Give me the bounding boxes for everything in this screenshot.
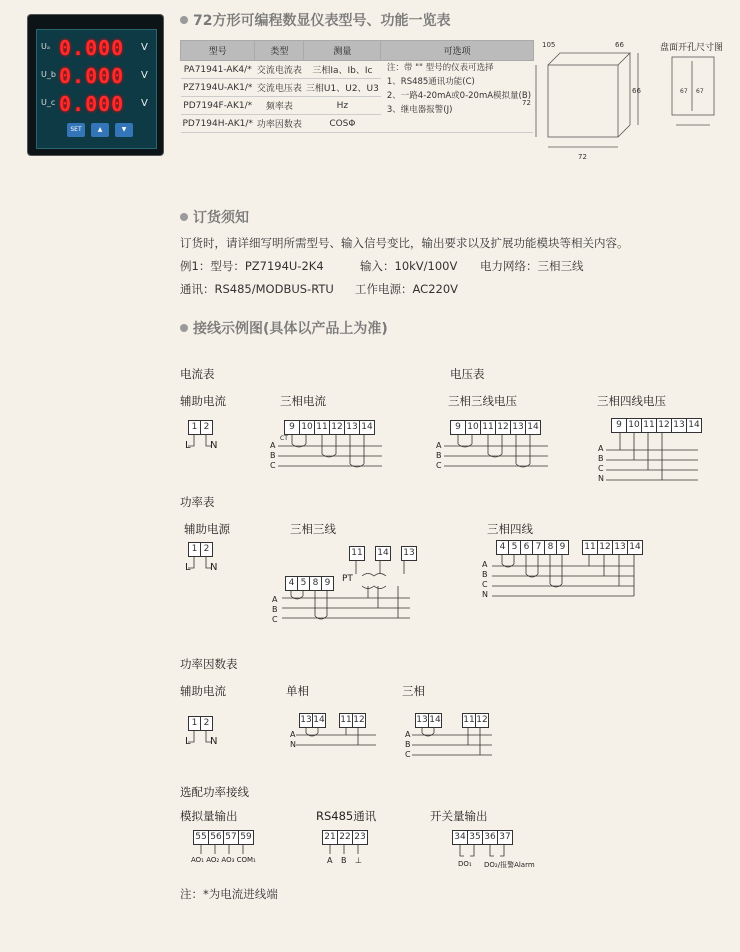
dim-72b: 72 <box>578 153 587 161</box>
terminal-3p4w-voltage: 9 10 11 12 13 14 <box>611 418 702 433</box>
order-comm: 通讯：RS485/MODBUS-RTU <box>180 282 334 296</box>
terminal-3p3w-voltage: 9 10 11 12 13 14 <box>450 420 541 435</box>
dimension-caption: 盘面开孔尺寸图 <box>660 43 724 53</box>
label-3p3w-voltage: 三相三线电压 <box>448 394 517 408</box>
3p4w-voltage-wires <box>598 432 708 487</box>
header-measure: 测量 <box>304 41 381 61</box>
bullet-icon <box>180 324 188 332</box>
terminal-pf-single-ct: 13 14 <box>299 713 326 728</box>
up-button-icon: ▲ <box>91 123 109 137</box>
terminal-aux-power: 1 2 <box>188 542 213 557</box>
table-row: PZ7194U-AK1/* 交流电压表 三相U1、U2、U3 <box>181 79 534 97</box>
analog-output-labels: AO₁ AO₂ AO₃ COM₁ <box>191 856 256 864</box>
label-aux-current: 辅助电流 <box>180 394 226 408</box>
terminal-analog-output: 55 56 57 59 <box>193 830 254 845</box>
meter-row: U_b 0.000 V <box>41 64 148 88</box>
meter-row: U_c 0.000 V <box>41 92 148 116</box>
meter-row: Uₐ 0.000 V <box>41 36 148 60</box>
pf-single-wires <box>292 727 382 751</box>
three-phase-current-wires <box>270 434 390 474</box>
analog-output-wires <box>193 844 263 856</box>
label-3p4w-voltage: 三相四线电压 <box>597 394 666 408</box>
options-cell: 注：带 "" 型号的仪表可选择 1、RS485通讯功能(C) 2、一路4-20mA或0-20mA模拟量(B) 3、继电器报警(J) <box>381 61 533 133</box>
terminal-aux-current: 1 2 <box>188 420 213 435</box>
label-pf-meter: 功率因数表 <box>180 657 238 671</box>
section-title-order: 订货须知 <box>180 207 249 227</box>
down-button-icon: ▼ <box>115 123 133 137</box>
pf-three-wires <box>408 727 498 761</box>
terminal-3p3w-ct: 4 5 8 9 <box>285 576 334 591</box>
footnote: 注：*为电流进线端 <box>180 887 278 901</box>
terminal-3p4w-ct: 4 5 6 7 8 9 <box>496 540 569 555</box>
label-optional-wiring: 选配功率接线 <box>180 785 249 799</box>
table-row: PA71941-AK4/* 交流电流表 三相Ia、Ib、Ic 注：带 "" 型号的仪表可选择 1、RS485通讯功能(C) 2、一路4-20mA或0-20mA模拟量(B) 3、继电器报警(J) <box>181 61 534 79</box>
header-model: 型号 <box>181 41 255 61</box>
label-aux-power: 辅助电源 <box>184 522 230 536</box>
order-example-network: 电力网络：三相三线 <box>480 259 584 273</box>
section-title-wiring: 接线示例图(具体以产品上为准) <box>180 318 388 338</box>
order-example-model: 例1：型号：PZ7194U-2K4 <box>180 259 324 273</box>
dim-105: 105 <box>542 41 556 49</box>
order-power: 工作电源：AC220V <box>355 282 459 296</box>
table-header-row <box>181 41 534 61</box>
label-current-meter: 电流表 <box>180 367 215 381</box>
terminal-pf-aux: 1 2 <box>188 716 213 731</box>
terminal-3p4w-pt: 11 12 13 14 <box>582 540 643 555</box>
meter-face <box>36 29 157 149</box>
label-single-phase: 单相 <box>286 684 309 698</box>
model-table <box>180 40 534 133</box>
3p3w-power-wires <box>278 560 418 630</box>
label-three-phase: 三相 <box>402 684 425 698</box>
dim-67a: 67 <box>680 88 688 95</box>
header-type: 类型 <box>255 41 304 61</box>
dim-66a: 66 <box>615 41 624 49</box>
rs485-wires <box>322 844 372 856</box>
ground-icon: ⊥ <box>355 856 362 865</box>
label-analog-output: 模拟量输出 <box>180 809 238 823</box>
set-button-icon: SET <box>67 123 85 137</box>
header-options: 可选项 <box>381 41 533 61</box>
label-3p3w: 三相三线 <box>290 522 336 536</box>
dim-66b: 66 <box>632 87 641 95</box>
terminal-3p3w-pt: 11 14 13 <box>349 546 417 561</box>
dim-72a: 72 <box>522 99 531 107</box>
order-line-1: 订货时，请详细写明所需型号、输入信号变比，输出要求以及扩展功能模块等相关内容。 <box>180 236 629 250</box>
label-power-meter: 功率表 <box>180 495 215 509</box>
table-row: PD7194H-AK1/* 功率因数表 COSΦ <box>181 115 534 133</box>
label-aux-current-2: 辅助电流 <box>180 684 226 698</box>
order-example-input: 输入：10kV/100V <box>360 259 458 273</box>
label-three-phase-current: 三相电流 <box>280 394 326 408</box>
label-voltage-meter: 电压表 <box>450 367 485 381</box>
label-3p4w: 三相四线 <box>487 522 533 536</box>
terminal-pf-three-ct: 13 14 <box>415 713 442 728</box>
3p3w-voltage-wires <box>436 434 556 474</box>
dimension-drawing <box>520 35 730 165</box>
terminal-switch-output: 34 35 36 37 <box>452 830 513 845</box>
terminal-three-phase-current: 9 10 11 12 13 14 <box>284 420 375 435</box>
label-rs485: RS485通讯 <box>316 809 377 823</box>
terminal-rs485: 21 22 23 <box>322 830 368 845</box>
meter-photo <box>28 15 163 155</box>
dim-67b: 67 <box>696 88 704 95</box>
label-switch-output: 开关量输出 <box>430 809 488 823</box>
bullet-icon <box>180 16 188 24</box>
switch-output-wires <box>452 844 522 860</box>
3p4w-power-wires <box>488 554 638 604</box>
table-row: PD7194F-AK1/* 频率表 Hz <box>181 97 534 115</box>
terminal-pf-single-v: 11 12 <box>339 713 366 728</box>
terminal-pf-three-v: 11 12 <box>462 713 489 728</box>
section-title-models: 72方形可编程数显仪表型号、功能一览表 <box>180 10 450 30</box>
bullet-icon <box>180 213 188 221</box>
